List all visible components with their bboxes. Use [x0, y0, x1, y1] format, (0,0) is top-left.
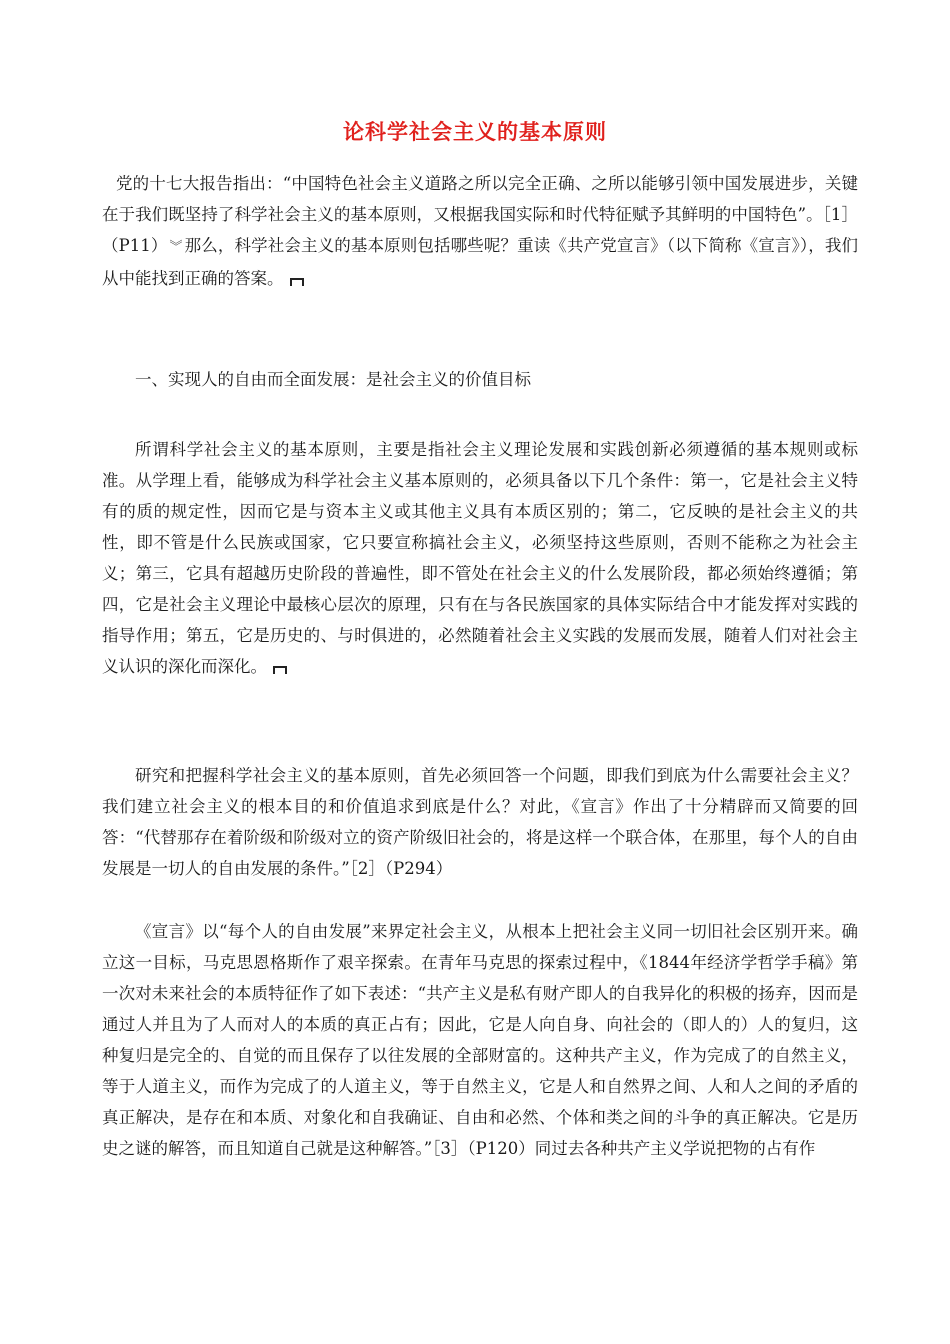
intro-text-b: 那么，科学社会主义的基本原则包括哪些呢？重读《共产党宣言》（以下简称《宣言》），我们从中能找到正确的答案。 [102, 236, 858, 288]
intro-text-a: 党的十七大报告指出：“中国特色社会主义道路之所以完全正确、之所以能够引领中国发展进步，关键在于我们既坚持了科学社会主义的基本原则，又根据我国实际和时代特征赋予其鲜明的中国特色”。［1］（P11） [102, 174, 858, 255]
intro-paragraph [102, 168, 858, 294]
paragraph-end-mark-icon [273, 666, 287, 674]
paragraph-end-mark-icon [290, 278, 304, 286]
document-title: 论科学社会主义的基本原则 [343, 120, 607, 144]
body-paragraph-2: 研究和把握科学社会主义的基本原则，首先必须回答一个问题，即我们到底为什么需要社会主义？我们建立社会主义的根本目的和价值追求到底是什么？对此，《宣言》作出了十分精辟而又简要的回答：“代替那存在着阶级和阶级对立的资产阶级旧社会的，将是这样一个联合体，在那里，每个人的自由发展是一切人的自由发展的条件。”［2］（P294） [102, 766, 858, 878]
body-paragraph-1 [102, 434, 858, 682]
body-paragraph-1-text: 所谓科学社会主义的基本原则，主要是指社会主义理论发展和实践创新必须遵循的基本规则或标准。从学理上看，能够成为科学社会主义基本原则的，必须具备以下几个条件：第一，它是社会主义特有的质的规定性，因而它是与资本主义或其他主义具有本质区别的；第二，它反映的是社会主义的共性，即不管是什么民族或国家，它只要宣称搞社会主义，必须坚持这些原则，否则不能称之为社会主义；第三，它具有超越历史阶段的普遍性，即不管处在社会主义的什么发展阶段，都必须始终遵循；第四，它是社会主义理论中最核心层次的原理，只有在与各民族国家的具体实际结合中才能发挥对实践的指导作用；第五，它是历史的、与时俱进的，必然随着社会主义实践的发展而发展，随着人们对社会主义认识的深化而深化。 [102, 440, 858, 676]
body-paragraph-3: 《宣言》以“每个人的自由发展”来界定社会主义，从根本上把社会主义同一切旧社会区别开来。确立这一目标，马克思恩格斯作了艰辛探索。在青年马克思的探索过程中，《1844年经济学哲学手稿》第一次对未来社会的本质特征作了如下表述：“共产主义是私有财产即人的自我异化的积极的扬弃，因而是通过人并且为了人而对人的本质的真正占有；因此，它是人向自身、向社会的（即人的）人的复归，这种复归是完全的、自觉的而且保存了以往发展的全部财富的。这种共产主义，作为完成了的自然主义，等于人道主义，而作为完成了的人道主义，等于自然主义，它是人和自然界之间、人和人之间的矛盾的真正解决，是存在和本质、对象化和自我确证、自由和必然、个体和类之间的斗争的真正解决。它是历史之谜的解答，而且知道自己就是这种解答。”［3］（P120）同过去各种共产主义学说把物的占有作 [102, 922, 858, 1158]
citation-arrow-icon: ︾ [169, 240, 183, 255]
section-heading: 一、实现人的自由而全面发展：是社会主义的价值目标 [135, 370, 531, 389]
